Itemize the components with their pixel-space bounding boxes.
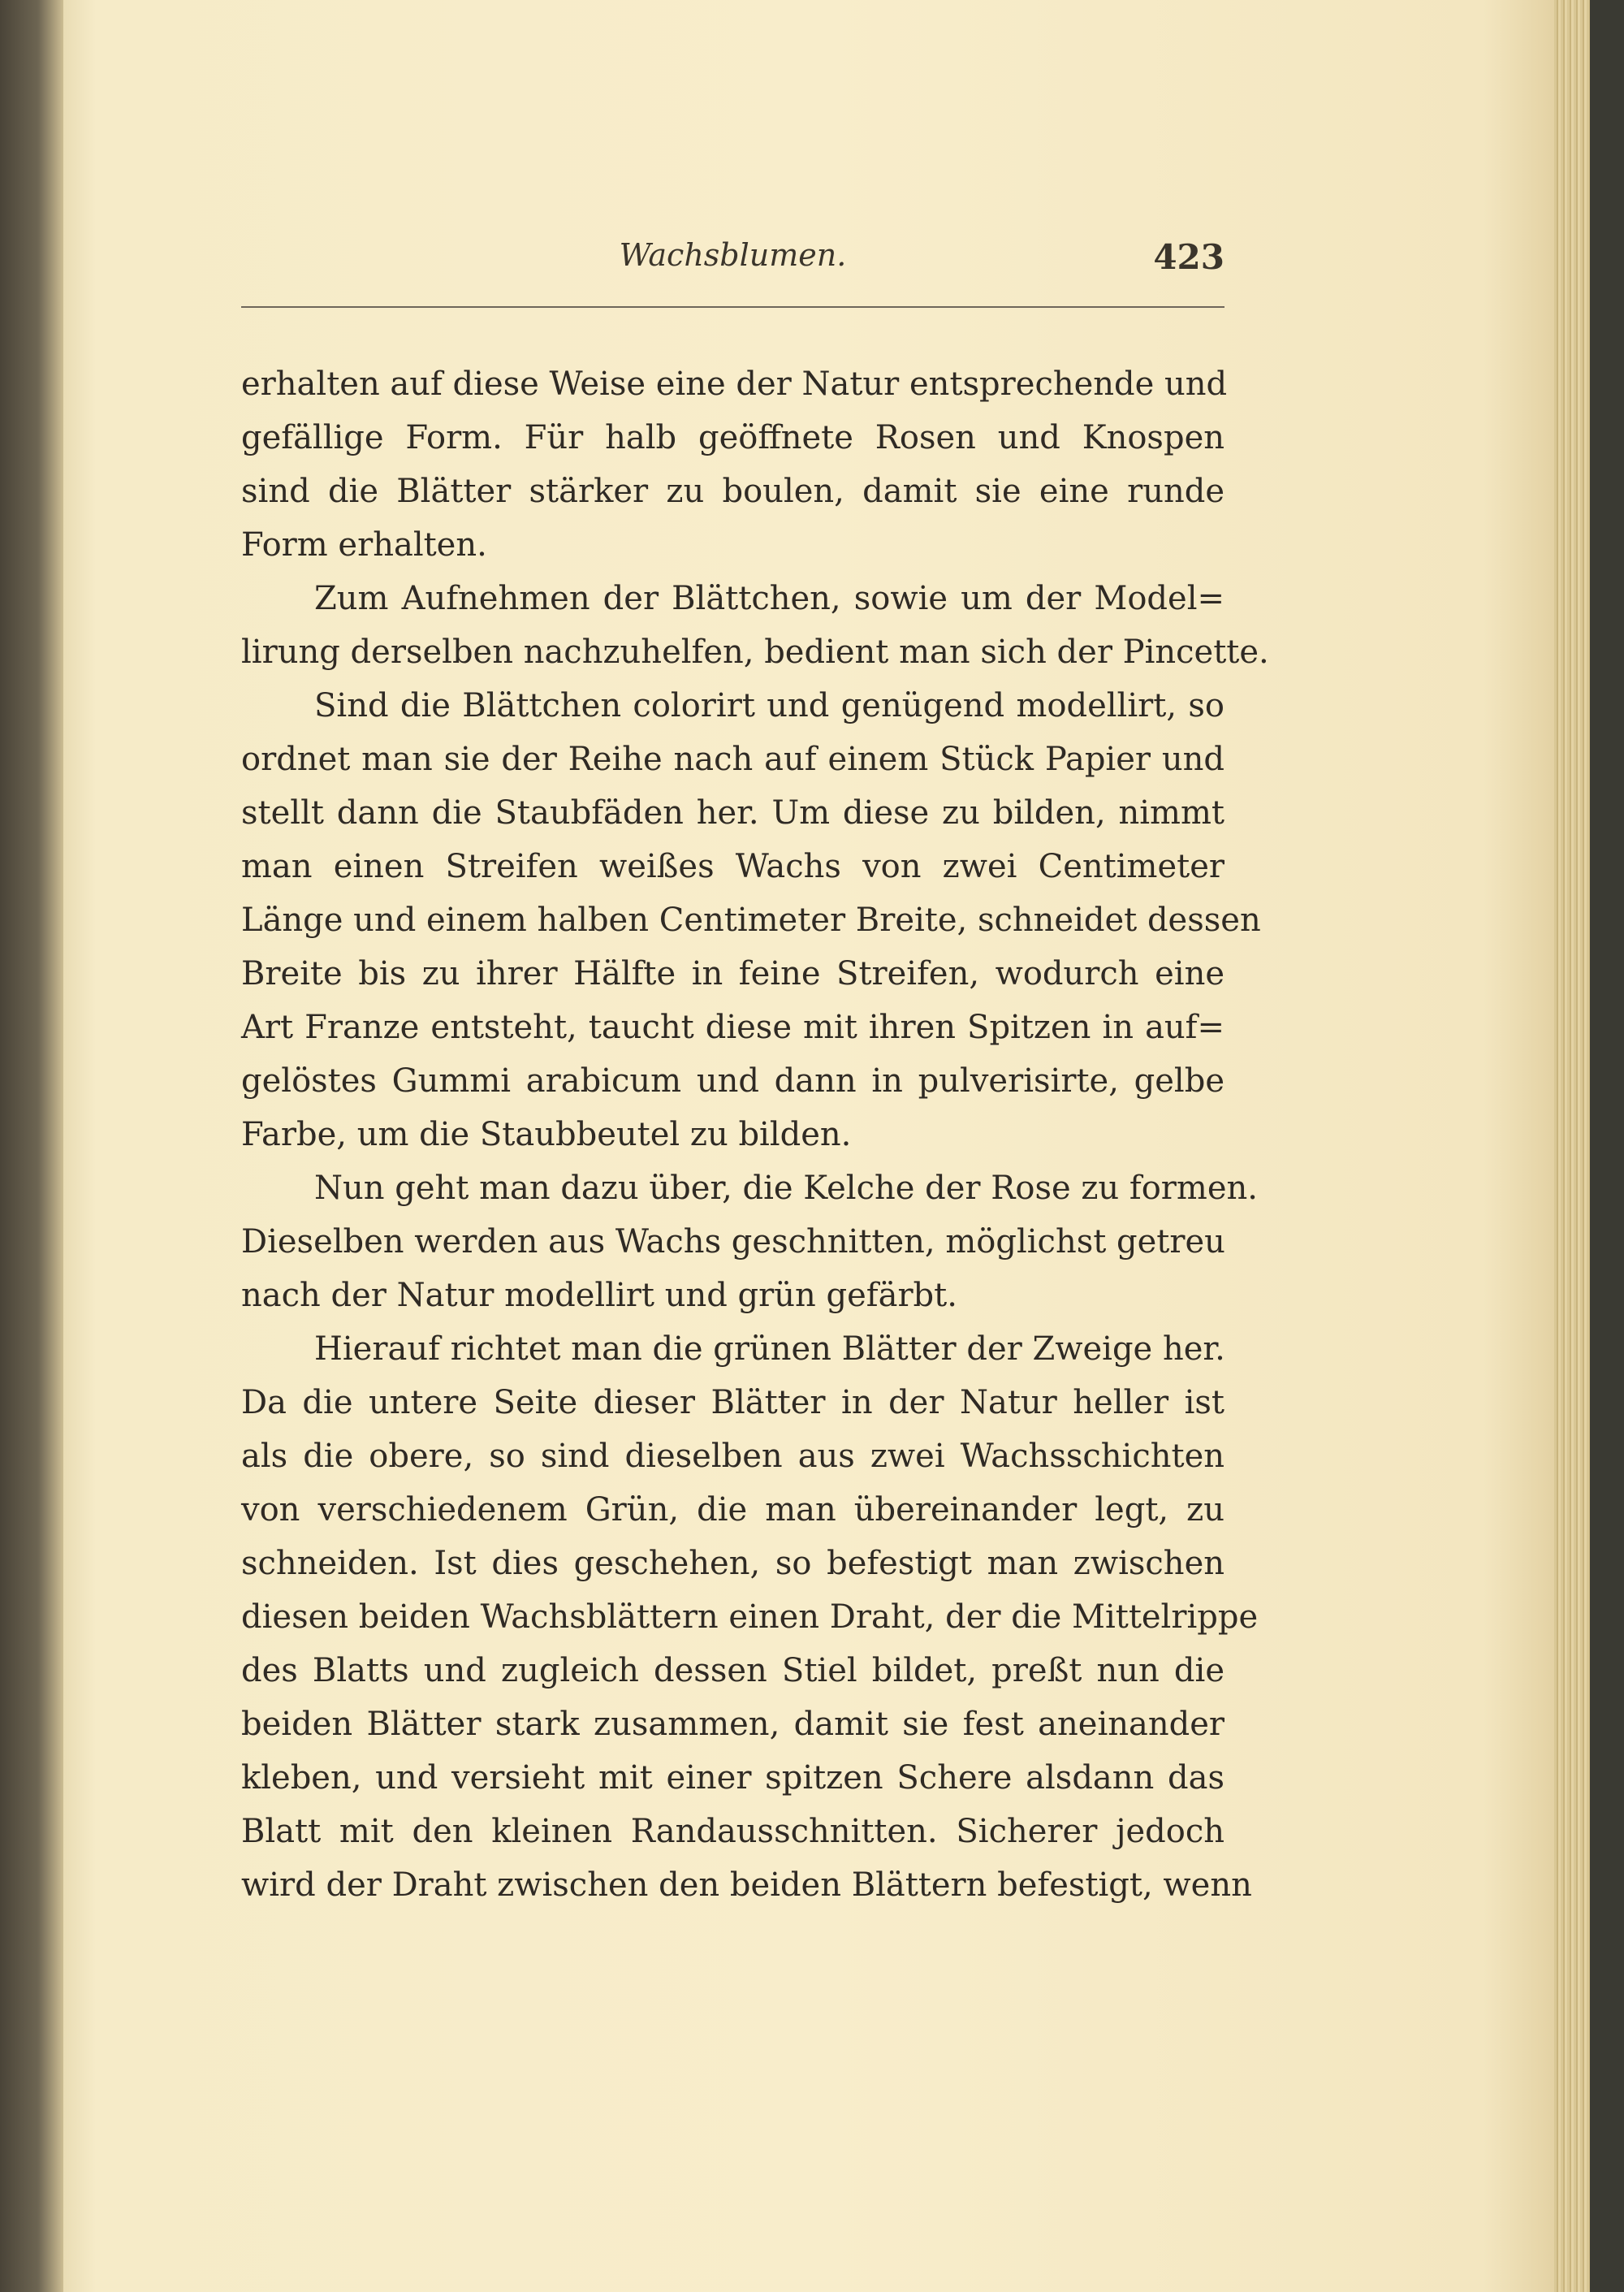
text-line: Hierauf richtet man die grünen Blätter der Zweige her. <box>314 1330 1225 1368</box>
text-line: gefällige Form. Für halb geöffnete Rosen und Knospen <box>241 419 1224 456</box>
text-line: Länge und einem halben Centimeter Breite, schneidet dessen <box>241 902 1261 939</box>
running-title: Wachsblumen. <box>619 237 847 273</box>
text-line: des Blatts und zugleich dessen Stiel bildet, preßt nun die <box>241 1652 1224 1689</box>
text-line: kleben, und versieht mit einer spitzen Schere alsdann das <box>241 1759 1224 1797</box>
text-line: nach der Natur modellirt und grün gefärbt. <box>241 1277 957 1314</box>
text-line: sind die Blätter stärker zu boulen, damit sie eine runde <box>241 473 1224 510</box>
text-line: Form erhalten. <box>241 526 487 564</box>
text-line: Da die untere Seite dieser Blätter in der Natur heller ist <box>241 1384 1224 1421</box>
text-line: Sind die Blättchen colorirt und genügend modellirt, so <box>314 687 1224 724</box>
text-line: Nun geht man dazu über, die Kelche der Rose zu formen. <box>314 1170 1258 1207</box>
text-line: wird der Draht zwischen den beiden Blättern befestigt, wenn <box>241 1866 1252 1904</box>
header-rule <box>241 306 1224 308</box>
paragraph <box>241 357 1228 572</box>
paragraph <box>241 1322 1259 1912</box>
text-line: man einen Streifen weißes Wachs von zwei Centimeter <box>241 848 1224 885</box>
text-line: als die obere, so sind dieselben aus zwei Wachsschichten <box>241 1438 1224 1475</box>
paragraph <box>241 679 1261 1161</box>
text-line: Farbe, um die Staubbeutel zu bilden. <box>241 1116 852 1153</box>
text-line: Art Franze entsteht, taucht diese mit ihren Spitzen in auf= <box>241 1009 1224 1046</box>
text-line: diesen beiden Wachsblättern einen Draht, der die Mittelrippe <box>241 1598 1259 1636</box>
text-line: Zum Aufnehmen der Blättchen, sowie um der Model= <box>314 580 1224 617</box>
text-line: gelöstes Gummi arabicum und dann in pulverisirte, gelbe <box>241 1062 1224 1100</box>
text-line: Blatt mit den kleinen Randausschnitten. Sicherer jedoch <box>241 1813 1224 1850</box>
text-line: schneiden. Ist dies geschehen, so befestigt man zwischen <box>241 1545 1224 1582</box>
text-line: ordnet man sie der Reihe nach auf einem Stück Papier und <box>241 741 1224 778</box>
page-number: 423 <box>1153 237 1224 277</box>
page-header <box>241 237 1224 283</box>
text-line: stellt dann die Staubfäden her. Um diese zu bilden, nimmt <box>241 794 1224 832</box>
text-line: erhalten auf diese Weise eine der Natur entsprechende und <box>241 365 1228 403</box>
page-stack-edge <box>1554 0 1590 2292</box>
text-line: lirung derselben nachzuhelfen, bedient man sich der Pincette. <box>241 634 1269 671</box>
text-line: Dieselben werden aus Wachs geschnitten, möglichst getreu <box>241 1223 1225 1261</box>
text-line: beiden Blätter stark zusammen, damit sie fest aneinander <box>241 1706 1224 1743</box>
text-line: von verschiedenem Grün, die man übereinander legt, zu <box>241 1491 1224 1529</box>
book-binding-edge <box>0 0 63 2292</box>
paragraph <box>241 1161 1258 1322</box>
text-line: Breite bis zu ihrer Hälfte in feine Streifen, wodurch eine <box>241 955 1224 992</box>
paragraph <box>241 572 1269 679</box>
body-text <box>241 357 1269 1912</box>
